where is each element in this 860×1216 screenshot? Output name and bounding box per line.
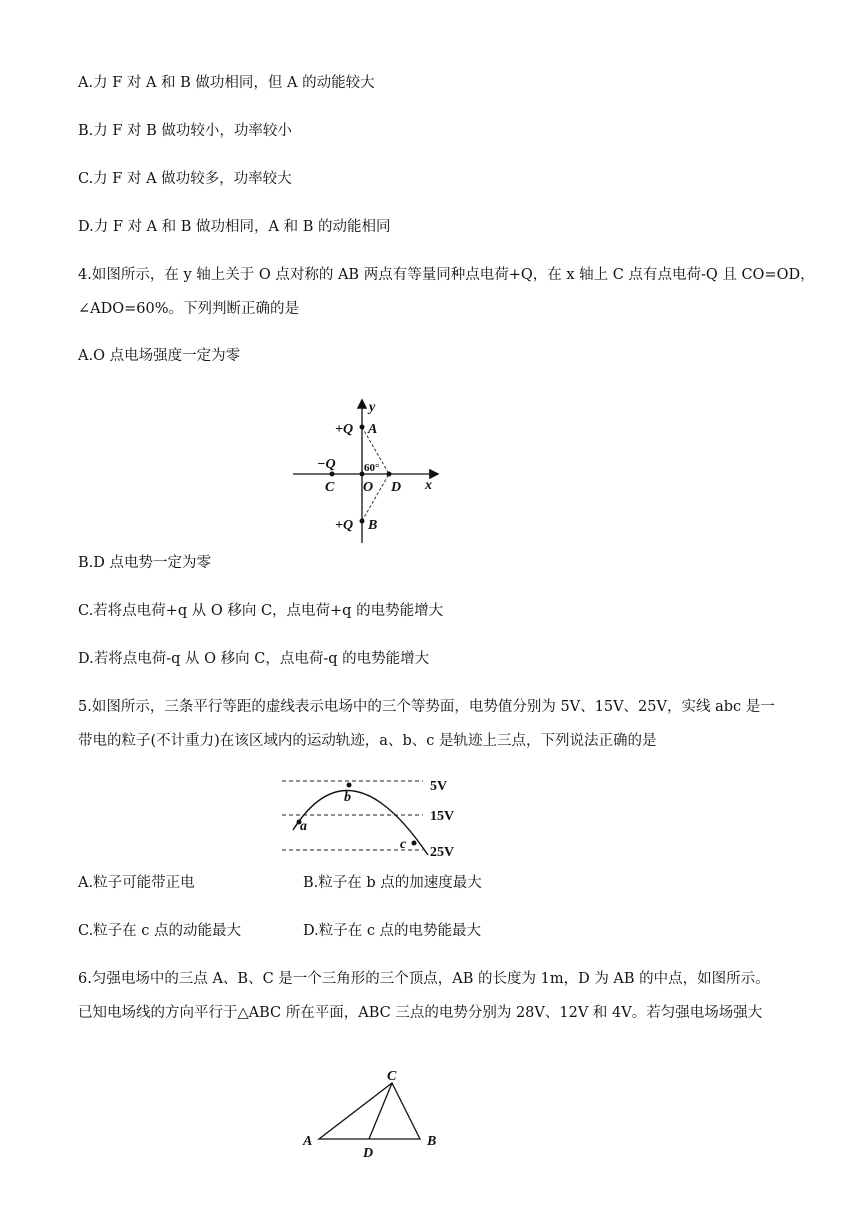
q4-option-a: A.O 点电场强度一定为零 [78,348,241,364]
q3-option-a: A.力 F 对 A 和 B 做功相同，但 A 的动能较大 [78,75,375,91]
charge-c-label: −Q [317,457,336,472]
q5-stem-line1: 5.如图所示，三条平行等距的虚线表示电场中的三个等势面，电势值分别为 5V、15V、25V，实线 abc 是一 [78,699,775,715]
triangle-abc [319,1083,420,1139]
q4-figure [285,393,455,548]
q3-option-c: C.力 F 对 A 做功较多，功率较大 [78,171,292,187]
q5-option-c: C.粒子在 c 点的动能最大 [78,923,242,939]
potential-15v-label: 15V [430,809,455,824]
point-c-dot [412,841,417,846]
angle-label: 60° [364,462,380,474]
charge-a-label: +Q [335,422,354,437]
point-d-label: D [391,480,402,495]
point-a-dot [360,425,365,430]
q6-figure [295,1062,455,1162]
x-axis-label: x [425,478,432,493]
point-b-label: b [344,790,351,805]
point-o-label: O [363,480,374,495]
point-a-label: A [368,422,378,437]
point-a-label: A [303,1134,313,1149]
potential-25v-label: 25V [430,845,455,860]
q5-option-d: D.粒子在 c 点的电势能最大 [303,923,482,939]
point-b-label: B [368,518,378,533]
q5-stem-line2: 带电的粒子(不计重力)在该区域内的运动轨迹，a、b、c 是轨迹上三点，下列说法正确的是 [78,733,657,749]
q3-option-d: D.力 F 对 A 和 B 做功相同，A 和 B 的动能相同 [78,219,391,235]
point-c-label: C [387,1069,397,1084]
q5-figure [278,770,468,862]
point-d-label: D [363,1146,374,1161]
q4-option-d: D.若将点电荷-q 从 O 移向 C，点电荷-q 的电势能增大 [78,651,430,667]
q5-option-b: B.粒子在 b 点的加速度最大 [303,875,482,891]
particle-trajectory [293,790,428,855]
potential-5v-label: 5V [430,779,448,794]
q6-stem-line1: 6.匀强电场中的三点 A、B、C 是一个三角形的三个顶点，AB 的长度为 1m，D 为 AB 的中点，如图所示。 [78,971,770,987]
q4-stem-line2: ∠ADO=60%。下列判断正确的是 [78,301,300,317]
q4-option-b: B.D 点电势一定为零 [78,555,211,571]
q5-option-a: A.粒子可能带正电 [78,875,195,891]
y-axis-label: y [369,400,376,415]
q3-option-b: B.力 F 对 B 做功较小，功率较小 [78,123,292,139]
q6-stem-line2: 已知电场线的方向平行于△ABC 所在平面，ABC 三点的电势分别为 28V、12V 和 4V。若匀强电场场强大 [78,1005,763,1021]
point-d-dot [387,472,392,477]
q4-stem-line1: 4.如图所示，在 y 轴上关于 O 点对称的 AB 两点有等量同种点电荷+Q，在 x 轴上 C 点有点电荷-Q 且 CO=OD， [78,267,815,283]
point-c-dot [330,472,335,477]
point-a-label: a [300,819,307,834]
point-b-dot [360,519,365,524]
point-b-label: B [427,1134,437,1149]
point-c-label: c [400,837,407,852]
charge-b-label: +Q [335,518,354,533]
point-b-dot [347,783,352,788]
point-c-label: C [325,480,335,495]
q4-option-c: C.若将点电荷+q 从 O 移向 C，点电荷+q 的电势能增大 [78,603,444,619]
